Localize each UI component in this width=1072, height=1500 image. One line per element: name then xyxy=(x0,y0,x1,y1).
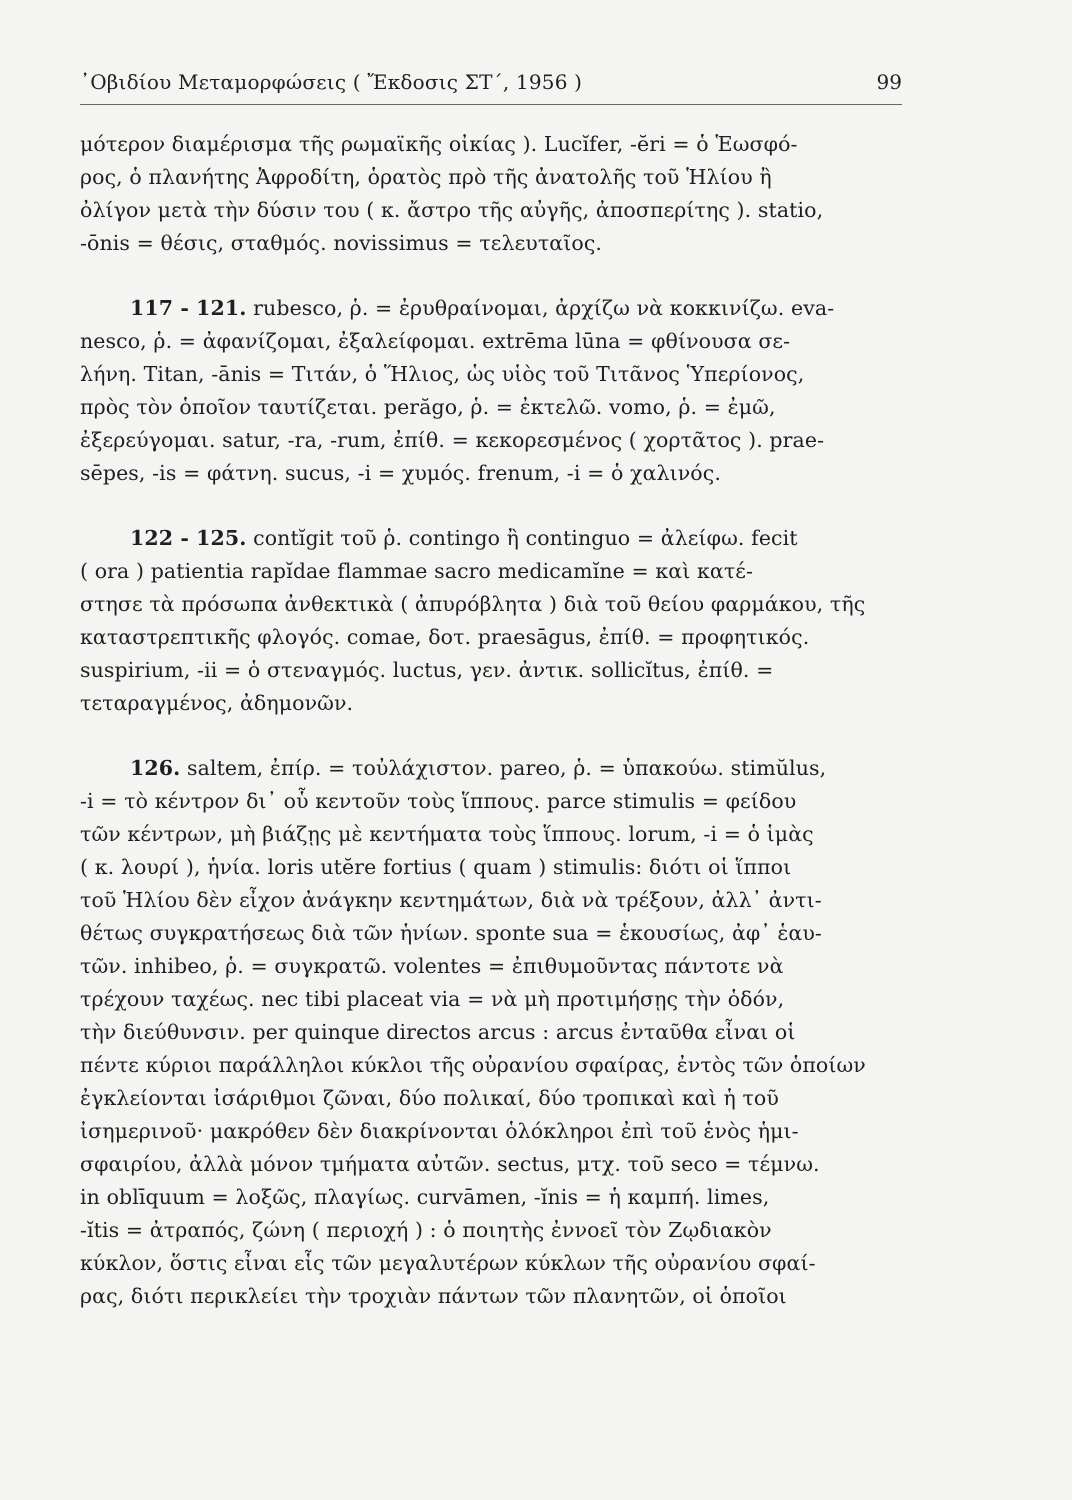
text-line-content: saltem, ἐπίρ. = τοὐλάχιστον. pareo, ῥ. = ὑπακούω. stimŭlus, xyxy=(186,756,827,780)
text-line: καταστρεπτικῆς φλογός. comae, δοτ. praesāgus, ἐπίθ. = προφητικός. xyxy=(80,625,810,649)
text-line: ἰσημερινοῦ· μακρόθεν δὲν διακρίνονται ὁλόκληροι ἐπὶ τοῦ ἑνὸς ἡμι- xyxy=(80,1119,799,1143)
text-line: λήνη. Titan, -ānis = Τιτάν, ὁ Ἥλιος, ὡς υἱὸς τοῦ Τιτᾶνος Ὑπερίονος, xyxy=(80,362,805,386)
verse-number: 126. xyxy=(130,756,181,780)
text-line-first xyxy=(80,522,922,555)
text-line: τεταραγμένος, ἀδημονῶν. xyxy=(80,691,354,715)
text-line-first xyxy=(80,752,922,785)
text-line: ( ora ) patientia rapĭdae flammae sacro medicamĭne = καὶ κατέ- xyxy=(80,559,754,583)
text-line: τὴν διεύθυνσιν. per quinque directos arcus : arcus ἐνταῦθα εἶναι οἱ xyxy=(80,1020,796,1044)
text-line: sēpes, -is = φάτνη. sucus, -i = χυμός. frenum, -i = ὁ χαλινός. xyxy=(80,461,721,485)
text-line: τοῦ Ἡλίου δὲν εἶχον ἀνάγκην κεντημάτων, διὰ νὰ τρέξουν, ἀλλ᾿ ἀντι- xyxy=(80,888,822,912)
text-line: θέτως συγκρατήσεως διὰ τῶν ἡνίων. sponte sua = ἑκουσίως, ἀφ᾿ ἑαυ- xyxy=(80,921,822,945)
text-line: τῶν. inhibeo, ῥ. = συγκρατῶ. volentes = ἐπιθυμοῦντας πάντοτε νὰ xyxy=(80,954,784,978)
text-line: ρος, ὁ πλανήτης Ἀφροδίτη, ὁρατὸς πρὸ τῆς ἀνατολῆς τοῦ Ἡλίου ἢ xyxy=(80,165,772,189)
text-line: -i = τὸ κέντρον δι᾿ οὗ κεντοῦν τοὺς ἵππους. parce stimulis = φείδου xyxy=(80,789,797,813)
text-line-content: rubesco, ῥ. = ἐρυθραίνομαι, ἀρχίζω νὰ κοκκινίζω. eva- xyxy=(253,296,835,320)
page-number: 99 xyxy=(876,70,902,94)
text-line: ὀλίγον μετὰ τὴν δύσιν του ( κ. ἄστρο τῆς αὐγῆς, ἀποσπερίτης ). statio, xyxy=(80,198,824,222)
paragraph-126 xyxy=(80,752,922,1313)
text-line: κύκλον, ὅστις εἶναι εἷς τῶν μεγαλυτέρων κύκλων τῆς οὐρανίου σφαί- xyxy=(80,1251,816,1275)
text-line-content: contĭgit τοῦ ῥ. contingo ἢ continguo = ἀλείφω. fecit xyxy=(253,526,798,550)
page-header xyxy=(80,70,902,105)
text-line: ἐγκλείονται ἰσάριθμοι ζῶναι, δύο πολικαί, δύο τροπικαὶ καὶ ἡ τοῦ xyxy=(80,1086,779,1110)
text-body xyxy=(80,128,922,1345)
text-line: suspirium, -ii = ὁ στεναγμός. luctus, γεν. ἀντικ. sollicĭtus, ἐπίθ. = xyxy=(80,658,774,682)
text-line: ἐξερεύγομαι. satur, -ra, -rum, ἐπίθ. = κεκορεσμένος ( χορτᾶτος ). prae- xyxy=(80,428,825,452)
verse-number: 117 - 121. xyxy=(130,296,247,320)
text-line-first xyxy=(80,292,922,325)
text-line: στησε τὰ πρόσωπα ἀνθεκτικὰ ( ἀπυρόβλητα ) διὰ τοῦ θείου φαρμάκου, τῆς xyxy=(80,592,866,616)
text-line: ρας, διότι περικλείει τὴν τροχιὰν πάντων τῶν πλανητῶν, οἱ ὁποῖοι xyxy=(80,1284,787,1308)
text-line: -ōnis = θέσις, σταθμός. novissimus = τελευταῖος. xyxy=(80,231,603,255)
text-line: nesco, ῥ. = ἀφανίζομαι, ἐξαλείφομαι. extrēma lūna = φθίνουσα σε- xyxy=(80,329,791,353)
paragraph-122-125 xyxy=(80,522,922,720)
paragraph-117-121 xyxy=(80,292,922,490)
text-line: τρέχουν ταχέως. nec tibi placeat via = νὰ μὴ προτιμήσῃς τὴν ὁδόν, xyxy=(80,987,785,1011)
text-line: σφαιρίου, ἀλλὰ μόνον τμήματα αὐτῶν. sectus, μτχ. τοῦ seco = τέμνω. xyxy=(80,1152,820,1176)
text-line: -ĭtis = ἀτραπός, ζώνη ( περιοχή ) : ὁ ποιητὴς ἐννοεῖ τὸν Ζῳδιακὸν xyxy=(80,1218,772,1242)
text-line: πρὸς τὸν ὁποῖον ταυτίζεται. perăgo, ῥ. = ἐκτελῶ. vomo, ῥ. = ἐμῶ, xyxy=(80,395,776,419)
text-line: in oblīquum = λοξῶς, πλαγίως. curvāmen, -ĭnis = ἡ καμπή. limes, xyxy=(80,1185,770,1209)
text-line: μότερον διαμέρισμα τῆς ρωμαϊκῆς οἰκίας ). Lucĭfer, -ĕri = ὁ Ἑωσφό- xyxy=(80,132,798,156)
text-line: πέντε κύριοι παράλληλοι κύκλοι τῆς οὐρανίου σφαίρας, ἐντὸς τῶν ὁποίων xyxy=(80,1053,866,1077)
running-title: ᾿Οβιδίου Μεταμορφώσεις ( Ἔκδοσις ΣΤ΄, 1956 ) xyxy=(80,70,583,94)
paragraph-continuation xyxy=(80,128,922,260)
text-line: τῶν κέντρων, μὴ βιάζῃς μὲ κεντήματα τοὺς ἵππους. lorum, -i = ὁ ἱμὰς xyxy=(80,822,814,846)
verse-number: 122 - 125. xyxy=(130,526,247,550)
text-line: ( κ. λουρί ), ἡνία. loris utĕre fortius ( quam ) stimulis: διότι οἱ ἵπποι xyxy=(80,855,792,879)
